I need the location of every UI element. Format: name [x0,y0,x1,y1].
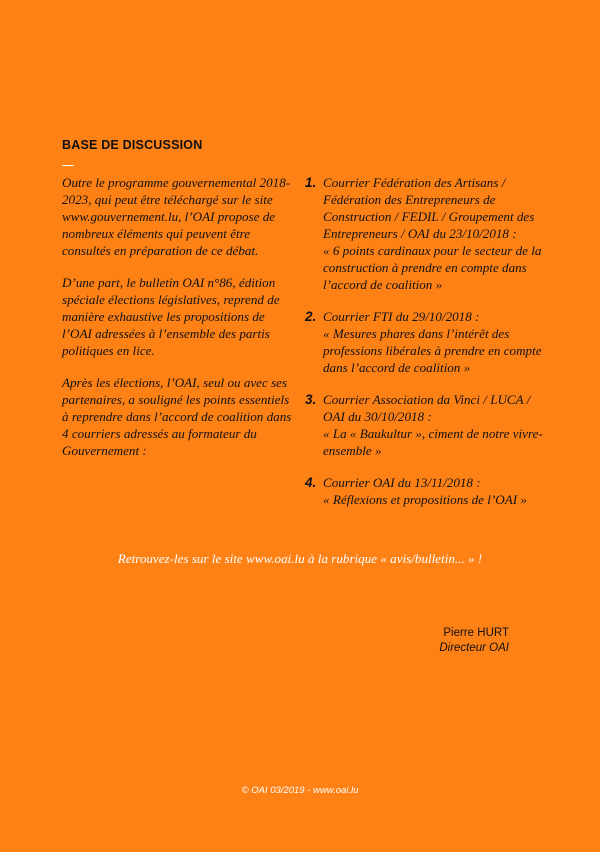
letter-item [305,174,550,293]
heading-rule [62,165,74,166]
intro-paragraph: D’une part, le bulletin OAI n°86, édition spéciale élections législatives, reprend de manière exhaustive les propositions de l’OAI adressées à l’ensemble des partis politiques en lice. [62,275,280,358]
letter-number: 4. [305,475,317,490]
intro-column [62,174,294,474]
page-footer: © OAI 03/2019 - www.oai.lu [241,785,359,796]
letter-item [305,474,550,508]
intro-paragraph: Après les élections, l’OAI, seul ou avec ses partenaires, a souligné les points essentiels à reprendre dans l’accord de coalition dans 4 courriers adressés au formateur du Gouvernement : [62,375,292,458]
letter-title: Courrier Association da Vinci / LUCA / OAI du 30/10/2018 : [323,392,531,424]
intro-paragraph: Outre le programme gouvernemental 2018-2023, qui peut être téléchargé sur le site www.gouvernement.lu, l’OAI propose de nombreux éléments qui peuvent être consultés en préparation de ce débat. [62,175,291,258]
letter-number: 2. [305,309,317,324]
letter-description: « La « Baukultur », ciment de notre vivre-ensemble » [323,426,543,458]
signature-role: Directeur OAI [439,642,509,654]
letter-title: Courrier OAI du 13/11/2018 : [323,475,481,490]
letter-number: 1. [305,175,317,190]
letter-number: 3. [305,392,317,407]
signature-name: Pierre HURT [443,627,509,639]
letter-title: Courrier FTI du 29/10/2018 : [323,309,480,324]
section-title: BASE DE DISCUSSION [62,138,203,152]
letter-item [305,391,550,459]
letter-description: « Mesures phares dans l’intérêt des professions libérales à prendre en compte dans l’accord de coalition » [323,326,542,375]
website-note: Retrouvez-les sur le site www.oai.lu à la rubrique « avis/bulletin... » ! [117,551,483,566]
letter-description: « 6 points cardinaux pour le secteur de la construction à prendre en compte dans l’accord de coalition » [323,243,542,292]
letter-item [305,308,550,376]
letter-description: « Réflexions et propositions de l’OAI » [323,492,527,507]
letters-list [305,174,550,523]
letter-title: Courrier Fédération des Artisans / Fédération des Entrepreneurs de Construction / FEDIL / Groupement des Entrepreneurs / OAI du 23/10/2018 : [323,175,535,241]
